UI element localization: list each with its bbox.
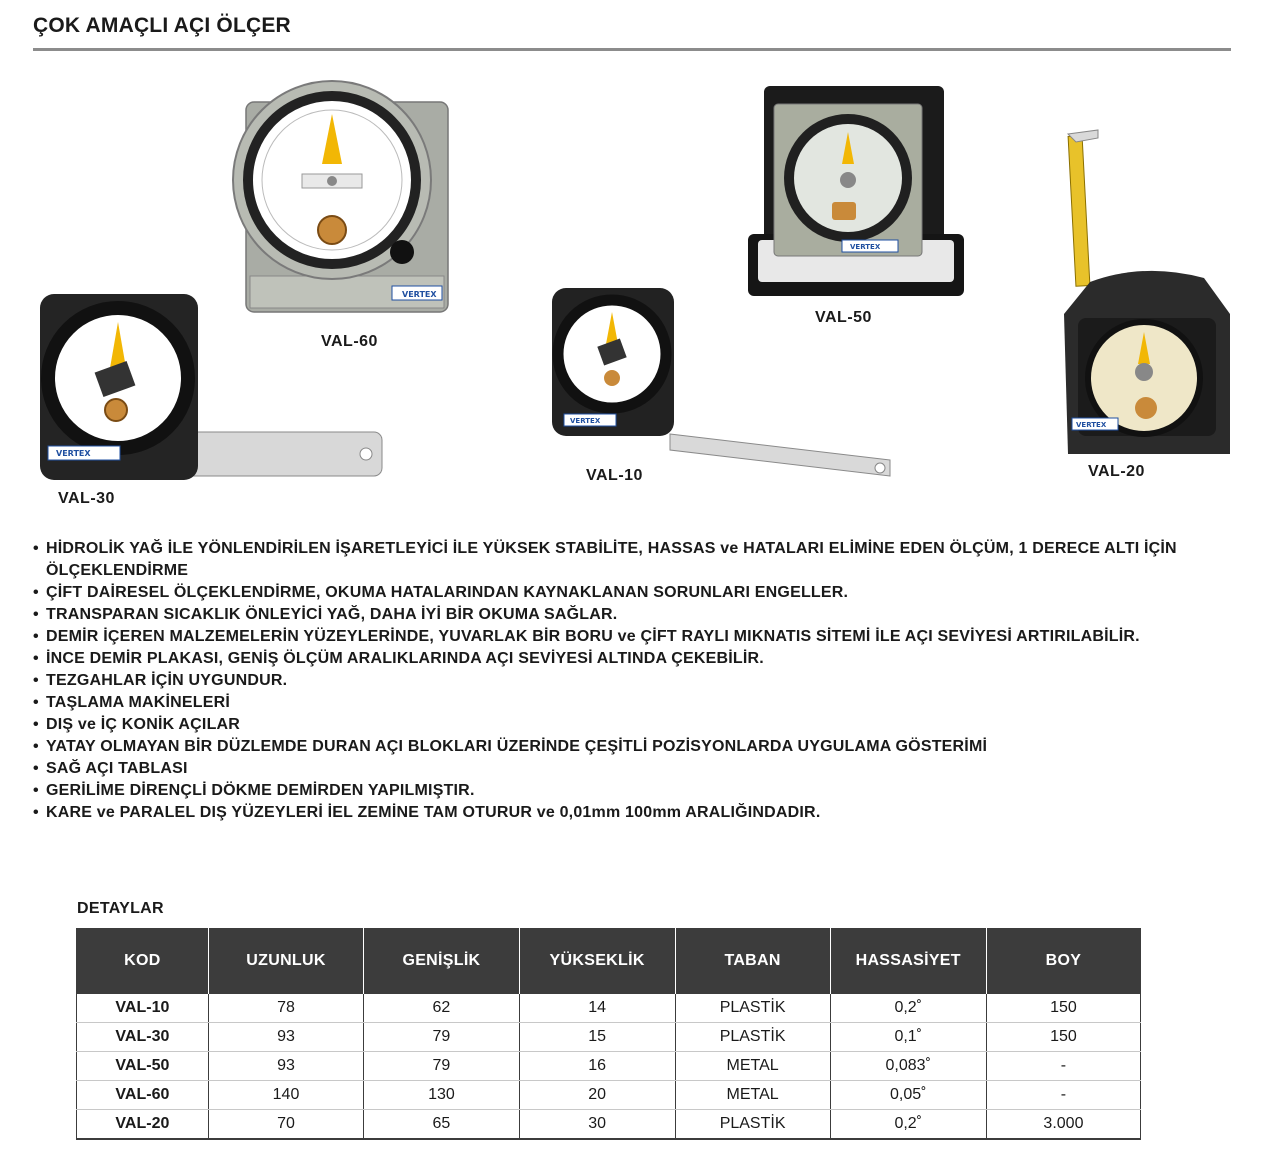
brand-label: VERTEX (850, 243, 881, 251)
column-header-taban: TABAN (675, 928, 830, 994)
table-cell: VAL-60 (77, 1081, 209, 1110)
column-header-genislik: GENİŞLİK (364, 928, 519, 994)
product-caption-val-20: VAL-20 (1088, 463, 1145, 480)
product-image-val-30 (36, 292, 386, 488)
feature-list (33, 538, 1233, 824)
feature-item: • HİDROLİK YAĞ İLE YÖNLENDİRİLEN İŞARETLEYİCİ İLE YÜKSEK STABİLİTE, HASSAS ve HATALARI ELİMİNE EDEN ÖLÇÜM, 1 DERECE ALTI İÇİN ÖLÇEKLENDİRME (33, 538, 1233, 582)
table-cell: 0,1˚ (830, 1023, 986, 1052)
feature-item: • TAŞLAMA MAKİNELERİ (33, 692, 1233, 714)
brand-label: VERTEX (402, 290, 437, 299)
column-header-yukseklik: YÜKSEKLİK (519, 928, 675, 994)
column-header-hassasiyet: HASSASİYET (830, 928, 986, 994)
product-caption-val-50: VAL-50 (815, 309, 872, 326)
details-table (76, 928, 1141, 1140)
table-cell: 93 (208, 1052, 363, 1081)
table-cell: 79 (364, 1052, 519, 1081)
feature-item: • DIŞ ve İÇ KONİK AÇILAR (33, 714, 1233, 736)
table-cell: 16 (519, 1052, 675, 1081)
table-cell: 0,083˚ (830, 1052, 986, 1081)
table-cell: VAL-50 (77, 1052, 209, 1081)
feature-item: • ÇİFT DAİRESEL ÖLÇEKLENDİRME, OKUMA HATALARINDAN KAYNAKLANAN SORUNLARI ENGELLER. (33, 582, 1233, 604)
table-cell: 14 (519, 994, 675, 1023)
feature-item: • KARE ve PARALEL DIŞ YÜZEYLERİ İEL ZEMİNE TAM OTURUR ve 0,01mm 100mm ARALIĞINDADIR. (33, 802, 1233, 824)
product-image-val-20 (1054, 128, 1234, 460)
feature-item: • İNCE DEMİR PLAKASI, GENİŞ ÖLÇÜM ARALIKLARINDA AÇI SEVİYESİ ALTINDA ÇEKEBİLİR. (33, 648, 1233, 670)
table-cell: 150 (986, 1023, 1140, 1052)
table-row (77, 1110, 1141, 1140)
product-caption-val-60: VAL-60 (321, 333, 378, 350)
table-cell: PLASTİK (675, 1023, 830, 1052)
brand-label: VERTEX (570, 417, 601, 425)
table-cell: VAL-20 (77, 1110, 209, 1140)
feature-item: • GERİLİME DİRENÇLİ DÖKME DEMİRDEN YAPILMIŞTIR. (33, 780, 1233, 802)
table-cell: METAL (675, 1052, 830, 1081)
brand-label: VERTEX (1076, 421, 1107, 429)
feature-item: • TEZGAHLAR İÇİN UYGUNDUR. (33, 670, 1233, 692)
product-caption-val-10: VAL-10 (586, 467, 643, 484)
table-cell: PLASTİK (675, 1110, 830, 1140)
column-header-kod: KOD (77, 928, 209, 994)
table-cell: 93 (208, 1023, 363, 1052)
title-divider (33, 48, 1231, 51)
table-cell: 0,2˚ (830, 994, 986, 1023)
table-cell: 30 (519, 1110, 675, 1140)
brand-label: VERTEX (56, 449, 91, 458)
product-image-val-50 (746, 84, 966, 298)
table-cell: 130 (364, 1081, 519, 1110)
table-row (77, 1052, 1141, 1081)
page-title: ÇOK AMAÇLI AÇI ÖLÇER (33, 14, 291, 37)
feature-item: • YATAY OLMAYAN BİR DÜZLEMDE DURAN AÇI BLOKLARI ÜZERİNDE ÇEŞİTLİ POZİSYONLARDA UYGULAMA GÖSTERİMİ (33, 736, 1233, 758)
table-cell: 20 (519, 1081, 675, 1110)
table-cell: 140 (208, 1081, 363, 1110)
table-row (77, 1023, 1141, 1052)
table-cell: METAL (675, 1081, 830, 1110)
feature-item: • DEMİR İÇEREN MALZEMELERİN YÜZEYLERİNDE, YUVARLAK BİR BORU ve ÇİFT RAYLI MIKNATIS SİTEMİ İLE AÇI SEVİYESİ ARTIRILABİLİR. (33, 626, 1233, 648)
product-image-val-10 (550, 286, 896, 482)
feature-item: • SAĞ AÇI TABLASI (33, 758, 1233, 780)
table-cell: - (986, 1081, 1140, 1110)
table-cell: 65 (364, 1110, 519, 1140)
column-header-uzunluk: UZUNLUK (208, 928, 363, 994)
product-caption-val-30: VAL-30 (58, 490, 115, 507)
table-cell: 79 (364, 1023, 519, 1052)
table-cell: 0,05˚ (830, 1081, 986, 1110)
details-title: DETAYLAR (77, 900, 164, 917)
table-cell: - (986, 1052, 1140, 1081)
table-cell: 62 (364, 994, 519, 1023)
table-cell: VAL-10 (77, 994, 209, 1023)
table-cell: 15 (519, 1023, 675, 1052)
table-cell: 3.000 (986, 1110, 1140, 1140)
table-cell: 150 (986, 994, 1140, 1023)
table-cell: 70 (208, 1110, 363, 1140)
table-cell: 78 (208, 994, 363, 1023)
product-image-val-60 (232, 80, 454, 316)
feature-item: • TRANSPARAN SICAKLIK ÖNLEYİCİ YAĞ, DAHA İYİ BİR OKUMA SAĞLAR. (33, 604, 1233, 626)
table-cell: VAL-30 (77, 1023, 209, 1052)
table-row (77, 994, 1141, 1023)
table-header-row (77, 928, 1141, 994)
table-row (77, 1081, 1141, 1110)
table-cell: PLASTİK (675, 994, 830, 1023)
table-cell: 0,2˚ (830, 1110, 986, 1140)
column-header-boy: BOY (986, 928, 1140, 994)
